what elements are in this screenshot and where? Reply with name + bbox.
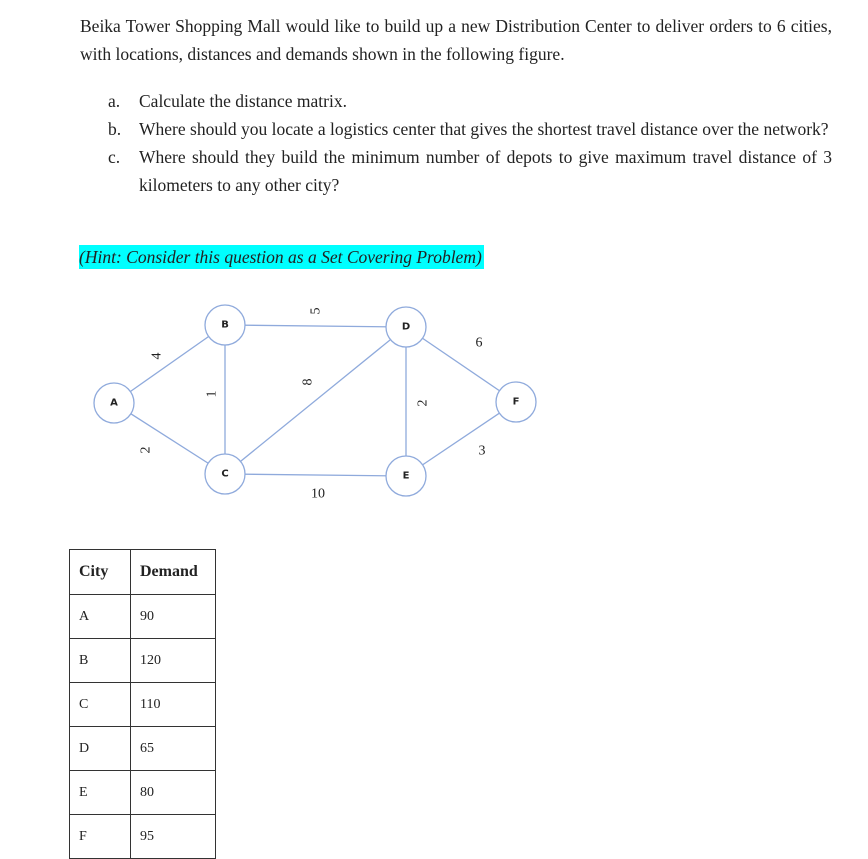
node-a [94, 383, 134, 423]
question-text: Where should you locate a logistics center that gives the shortest travel distance over the network? [139, 119, 829, 139]
question-text: Where should they build the minimum number of depots to give maximum travel distance of 3 kilometers to any other city? [139, 147, 832, 195]
demand-cell: 95 [131, 815, 216, 859]
table-row [70, 683, 216, 727]
city-cell: C [70, 683, 131, 727]
city-cell: E [70, 771, 131, 815]
edge-label-c-d: 8 [300, 378, 316, 386]
edge-label-a-b: 4 [149, 352, 165, 360]
table-header-row [70, 550, 216, 595]
table-row [70, 595, 216, 639]
node-e [386, 456, 426, 496]
node-f [496, 382, 536, 422]
edge-label-b-c: 1 [204, 390, 220, 398]
edge-label-e-f: 3 [478, 443, 486, 459]
table-row [70, 727, 216, 771]
node-d [386, 307, 426, 347]
table-row [70, 771, 216, 815]
city-cell: A [70, 595, 131, 639]
question-marker: a. [108, 91, 121, 111]
edge-label-d-e: 2 [415, 399, 431, 407]
question-text: Calculate the distance matrix. [139, 91, 347, 111]
column-header-city: City [70, 550, 131, 595]
node-label: E [402, 470, 410, 482]
table-row [70, 639, 216, 683]
node-b [205, 305, 245, 345]
column-header-demand: Demand [131, 550, 216, 595]
node-label: A [110, 397, 118, 409]
edge-label-d-f: 6 [475, 335, 483, 351]
question-marker: b. [108, 119, 122, 139]
edge-b-d [225, 325, 406, 327]
demand-cell: 65 [131, 727, 216, 771]
hint-text: (Hint: Consider this question as a Set Covering Problem) [79, 247, 482, 267]
edge-label-b-d: 5 [308, 307, 324, 315]
node-c [205, 454, 245, 494]
problem-intro: Beika Tower Shopping Mall would like to build up a new Distribution Center to deliver orders to 6 cities, with locations, distances and demands shown in the following figure. [80, 16, 832, 64]
edge-label-a-c: 2 [138, 446, 154, 454]
node-label: D [401, 321, 411, 333]
city-cell: B [70, 639, 131, 683]
demand-table [69, 549, 216, 859]
table-row [70, 815, 216, 859]
node-label: B [221, 319, 229, 331]
question-marker: c. [108, 147, 121, 167]
edge-c-e [225, 474, 406, 476]
demand-cell: 120 [131, 639, 216, 683]
node-label: C [221, 468, 229, 480]
city-cell: D [70, 727, 131, 771]
demand-cell: 80 [131, 771, 216, 815]
city-cell: F [70, 815, 131, 859]
edge-label-c-e: 10 [311, 486, 325, 502]
edge-c-d [225, 327, 406, 474]
node-label: F [512, 396, 520, 408]
demand-cell: 110 [131, 683, 216, 727]
demand-cell: 90 [131, 595, 216, 639]
